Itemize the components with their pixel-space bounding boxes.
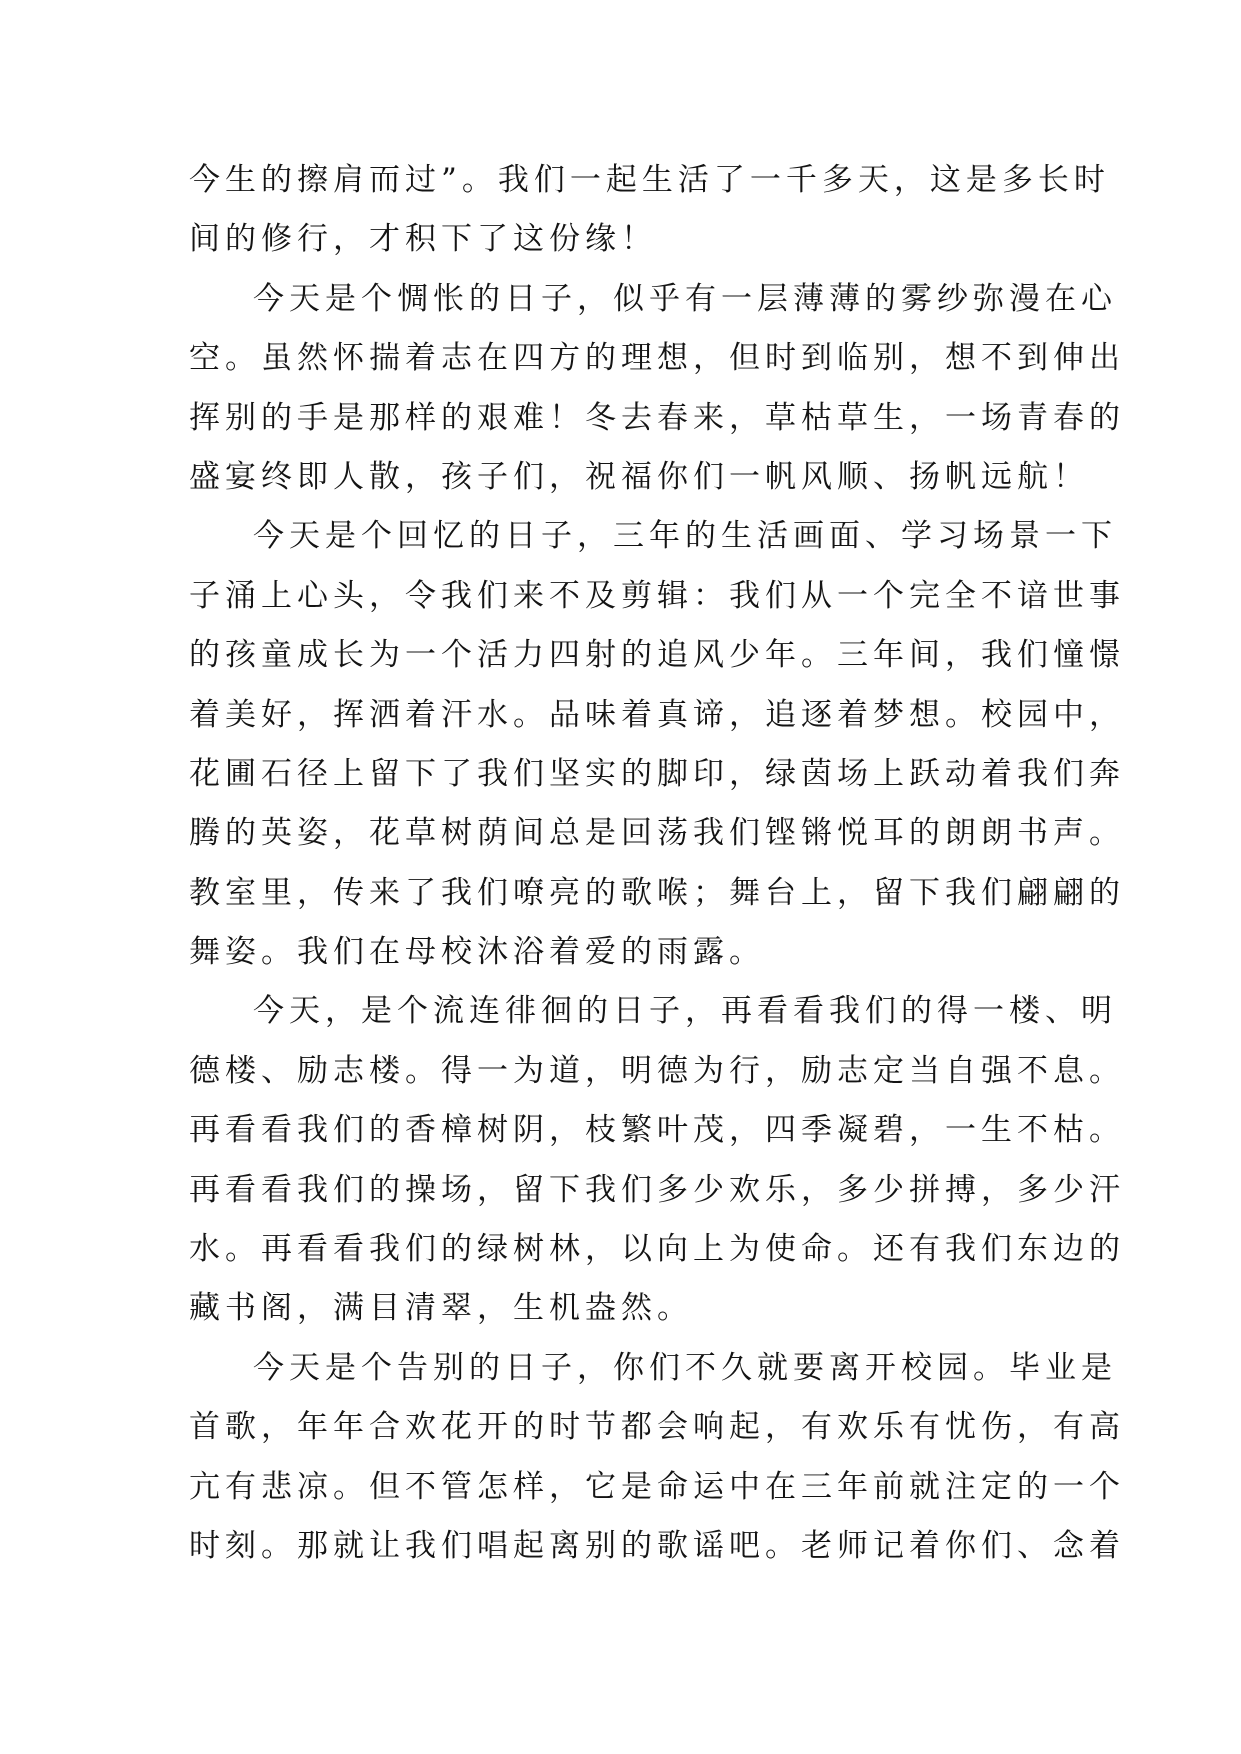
- text-line: 着美好，挥洒着汗水。品味着真谛，追逐着梦想。校园中，: [189, 696, 1125, 733]
- body-text: [189, 151, 1125, 1576]
- text-line: 的孩童成长为一个活力四射的追风少年。三年间，我们憧憬: [189, 637, 1125, 674]
- text-line: 盛宴终即人散，孩子们，祝福你们一帆风顺、扬帆远航！: [189, 458, 1089, 495]
- paragraph-first-line: 今天是个告别的日子，你们不久就要离开校园。毕业是: [253, 1349, 1117, 1386]
- text-line: 藏书阁，满目清翠，生机盎然。: [189, 1290, 693, 1327]
- text-line: 德楼、励志楼。得一为道，明德为行，励志定当自强不息。: [189, 1052, 1125, 1089]
- text-line: 间的修行，才积下了这份缘！: [189, 221, 657, 258]
- text-line: 亢有悲凉。但不管怎样，它是命运中在三年前就注定的一个: [189, 1468, 1125, 1505]
- paragraph-first-line: 今天，是个流连徘徊的日子，再看看我们的得一楼、明: [253, 993, 1117, 1030]
- text-line: 再看看我们的操场，留下我们多少欢乐，多少拼搏，多少汗: [189, 1171, 1125, 1208]
- text-line: 舞姿。我们在母校沐浴着爱的雨露。: [189, 934, 765, 971]
- text-line: 花圃石径上留下了我们坚实的脚印，绿茵场上跃动着我们奔: [189, 755, 1125, 792]
- text-line: 再看看我们的香樟树阴，枝繁叶茂，四季凝碧，一生不枯。: [189, 1112, 1125, 1149]
- text-line: 时刻。那就让我们唱起离别的歌谣吧。老师记着你们、念着: [189, 1527, 1125, 1564]
- paragraph-first-line: 今天是个回忆的日子，三年的生活画面、学习场景一下: [253, 518, 1117, 555]
- text-line: 腾的英姿，花草树荫间总是回荡我们铿锵悦耳的朗朗书声。: [189, 815, 1125, 852]
- text-line: 子涌上心头，令我们来不及剪辑：我们从一个完全不谙世事: [189, 577, 1125, 614]
- text-line: 首歌，年年合欢花开的时节都会响起，有欢乐有忧伤，有高: [189, 1409, 1125, 1446]
- text-line: 今生的擦肩而过”。我们一起生活了一千多天，这是多长时: [189, 162, 1110, 198]
- text-line: 挥别的手是那样的艰难！冬去春来，草枯草生，一场青春的: [189, 399, 1125, 436]
- text-line: 教室里，传来了我们嘹亮的歌喉；舞台上，留下我们翩翩的: [189, 874, 1125, 911]
- paragraph-first-line: 今天是个惆怅的日子，似乎有一层薄薄的雾纱弥漫在心: [253, 280, 1117, 317]
- text-line: 空。虽然怀揣着志在四方的理想，但时到临别，想不到伸出: [189, 340, 1125, 377]
- text-line: 水。再看看我们的绿树林，以向上为使命。还有我们东边的: [189, 1231, 1125, 1268]
